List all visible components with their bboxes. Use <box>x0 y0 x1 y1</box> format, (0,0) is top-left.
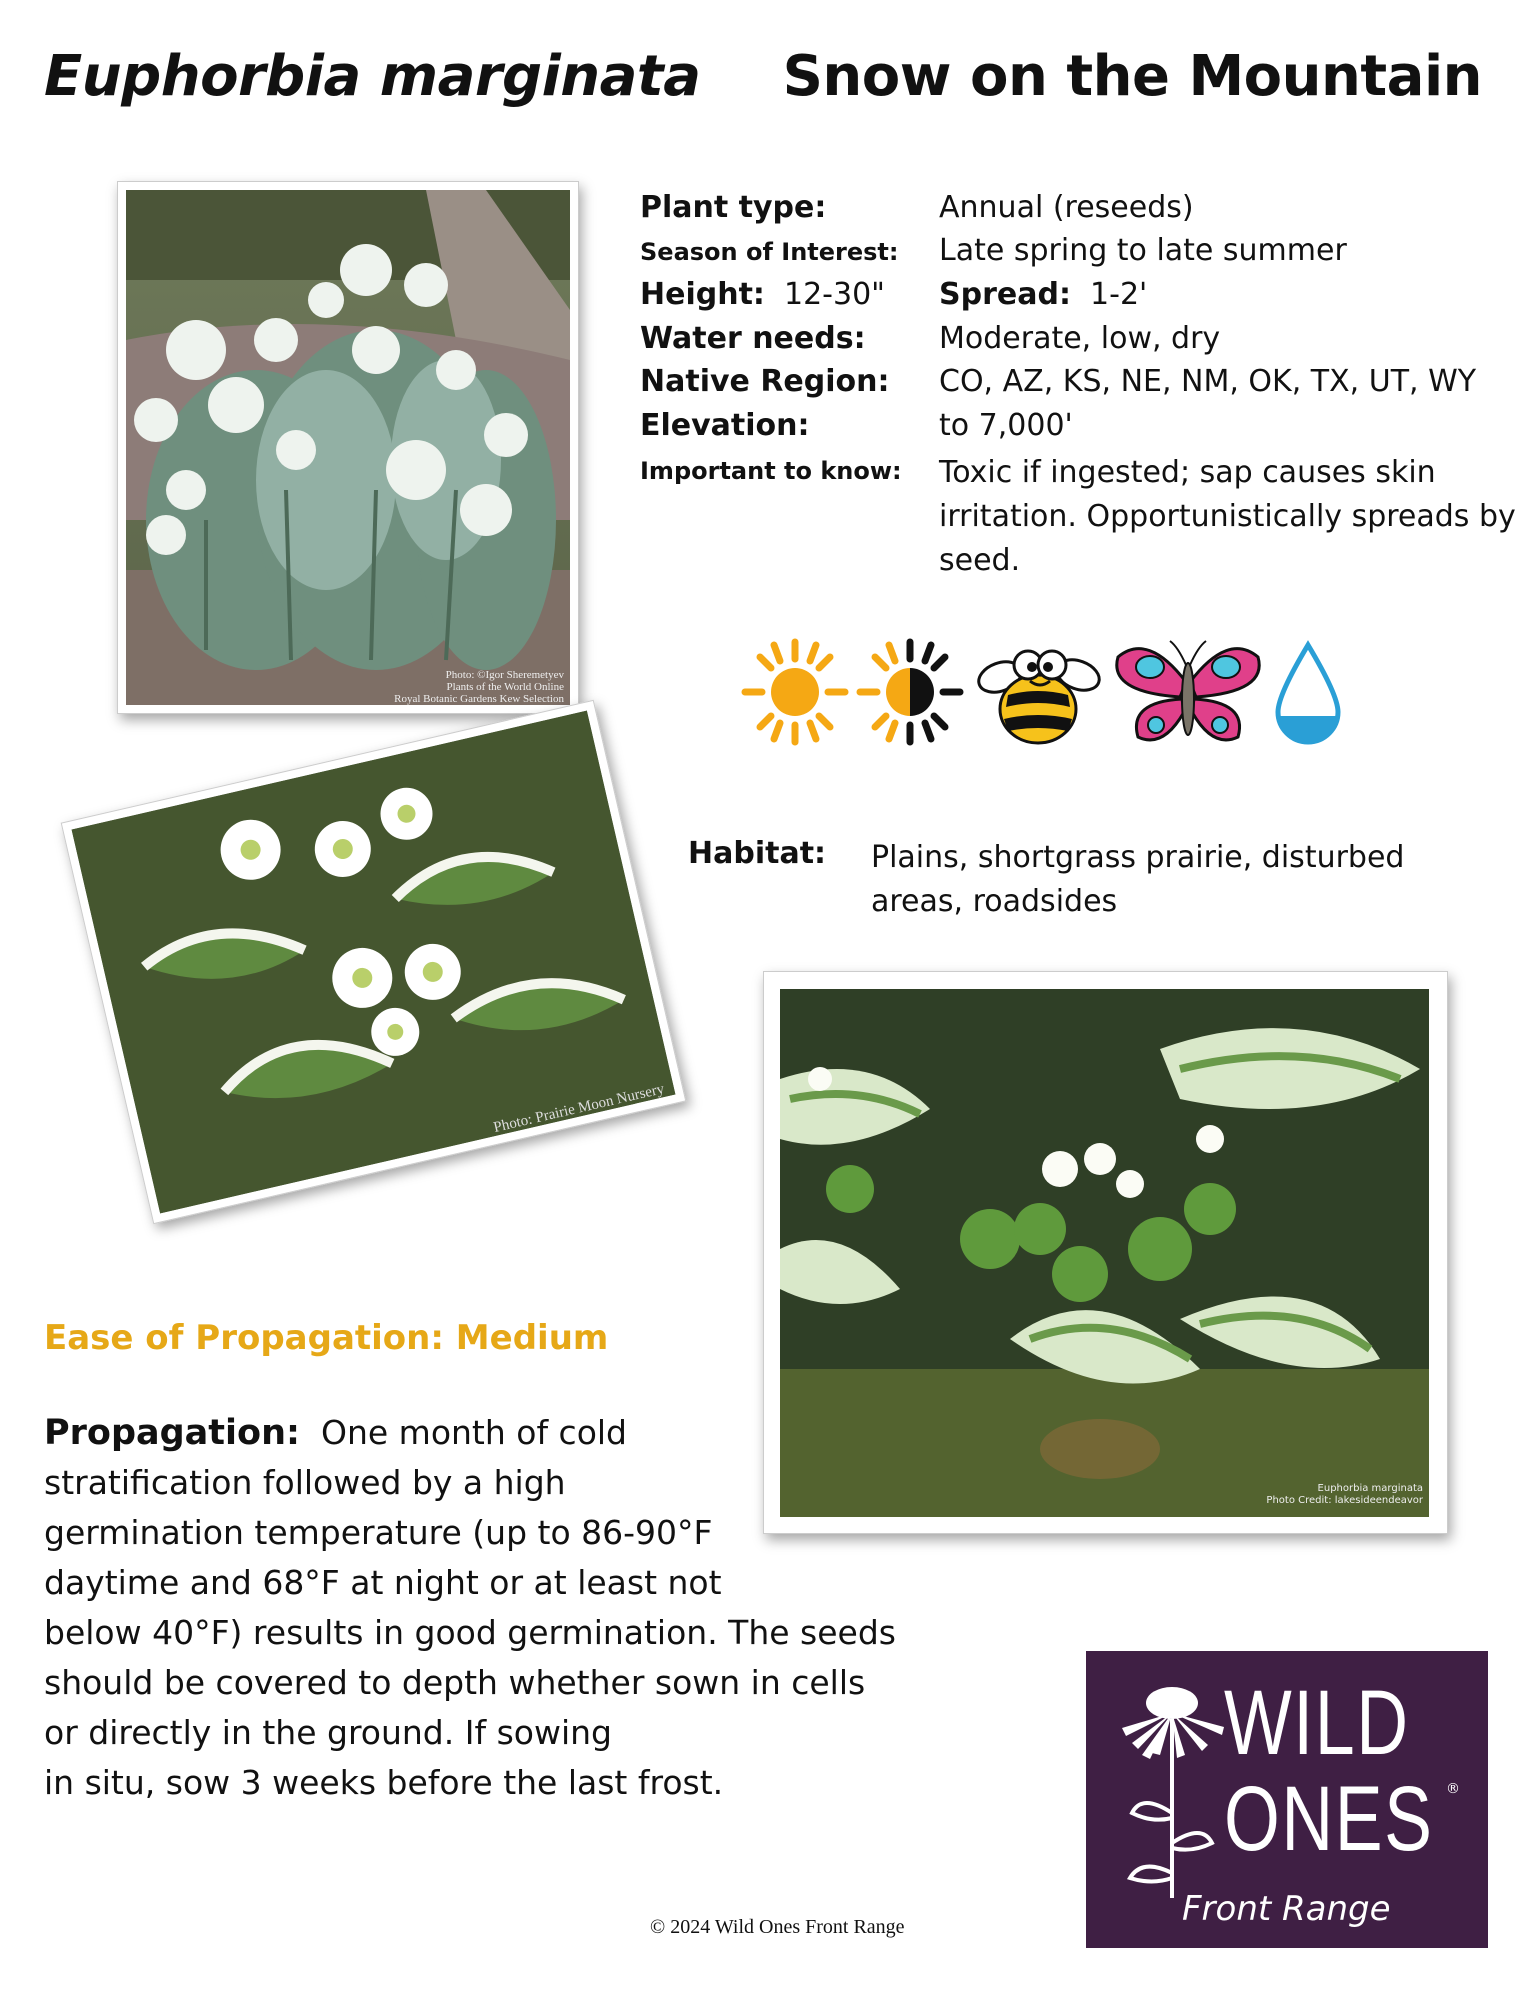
photo1-credit-line: Royal Botanic Gardens Kew Selection <box>394 693 564 705</box>
habitat-value: Plains, shortgrass prairie, disturbed areas, roadsides <box>871 840 1405 919</box>
elevation-value: to 7,000' <box>939 408 1073 443</box>
copyright: © 2024 Wild Ones Front Range <box>650 1916 905 1938</box>
propagation-line: or directly in the ground. If sowing <box>44 1713 612 1752</box>
ease-of-propagation: Ease of Propagation: Medium <box>44 1318 609 1358</box>
water-drop-icon <box>1268 640 1348 750</box>
propagation-line: below 40°F) results in good germination. The seeds <box>44 1613 896 1652</box>
height-value: 12-30" <box>784 277 885 312</box>
photo3-credit-line: Photo Credit: lakesideendeavor <box>1266 1495 1423 1506</box>
spread-value: 1-2' <box>1090 277 1148 312</box>
photo2-credit: Photo: Prairie Moon Nursery <box>492 1081 666 1136</box>
important-line: irritation. Opportunistically spreads by <box>939 499 1516 534</box>
plant-type-value: Annual (reseeds) <box>939 190 1194 225</box>
butterfly-icon <box>1108 637 1268 752</box>
full-sun-icon <box>740 637 850 747</box>
important-value <box>939 451 1516 583</box>
plant-garden-image <box>126 190 570 705</box>
propagation-line: daytime and 68°F at night or at least not <box>44 1563 722 1602</box>
season-value: Late spring to late summer <box>939 233 1347 268</box>
bee-icon <box>970 637 1105 752</box>
water-needs-value: Moderate, low, dry <box>939 321 1221 356</box>
logo-wild-text: WILD <box>1224 1672 1410 1774</box>
propagation-line <box>44 1408 904 1458</box>
important-label: Important to know: <box>640 457 902 485</box>
photo1-credit-line: Plants of the World Online <box>446 681 564 693</box>
water-needs-label: Water needs: <box>640 321 866 356</box>
photo-flower-closeup <box>61 700 687 1224</box>
important-line: Toxic if ingested; sap causes skin <box>939 455 1436 490</box>
photo3-credit-line: Euphorbia marginata <box>1317 1483 1423 1494</box>
native-region-label: Native Region: <box>640 364 890 399</box>
propagation-line: in situ, sow 3 weeks before the last frost. <box>44 1763 724 1802</box>
elevation-label: Elevation: <box>640 408 810 443</box>
part-sun-icon <box>855 637 965 747</box>
important-line: seed. <box>939 543 1021 578</box>
propagation-line: should be covered to depth whether sown in cells <box>44 1663 866 1702</box>
flower-closeup-image <box>71 711 675 1214</box>
height-label: Height: <box>640 277 765 312</box>
wild-ones-logo <box>1086 1651 1488 1948</box>
spread-row <box>939 277 1147 312</box>
scientific-name-title: Euphorbia marginata <box>44 44 701 109</box>
plant-type-label: Plant type: <box>640 190 827 225</box>
logo-ones-text: ONES <box>1224 1768 1434 1870</box>
propagation-text: One month of cold <box>320 1413 628 1452</box>
habitat-label: Habitat: <box>688 836 827 871</box>
propagation-label: Propagation: <box>44 1413 300 1453</box>
common-name-title: Snow on the Mountain <box>782 44 1482 109</box>
logo-subtitle: Front Range <box>1182 1889 1391 1929</box>
propagation-line: germination temperature (up to 86-90°F <box>44 1513 713 1552</box>
photo-plant-garden <box>117 181 579 714</box>
photo1-credit-line: Photo: ©Igor Sheremetyev <box>445 669 564 681</box>
native-region-value: CO, AZ, KS, NE, NM, OK, TX, UT, WY <box>939 364 1477 399</box>
registered-mark: ® <box>1446 1781 1460 1797</box>
coneflower-icon <box>1112 1673 1232 1903</box>
propagation-line: stratification followed by a high <box>44 1463 566 1502</box>
spread-label: Spread: <box>939 277 1071 312</box>
propagation-paragraph <box>44 1408 904 1808</box>
season-label: Season of Interest: <box>640 238 899 266</box>
height-row <box>640 277 885 312</box>
